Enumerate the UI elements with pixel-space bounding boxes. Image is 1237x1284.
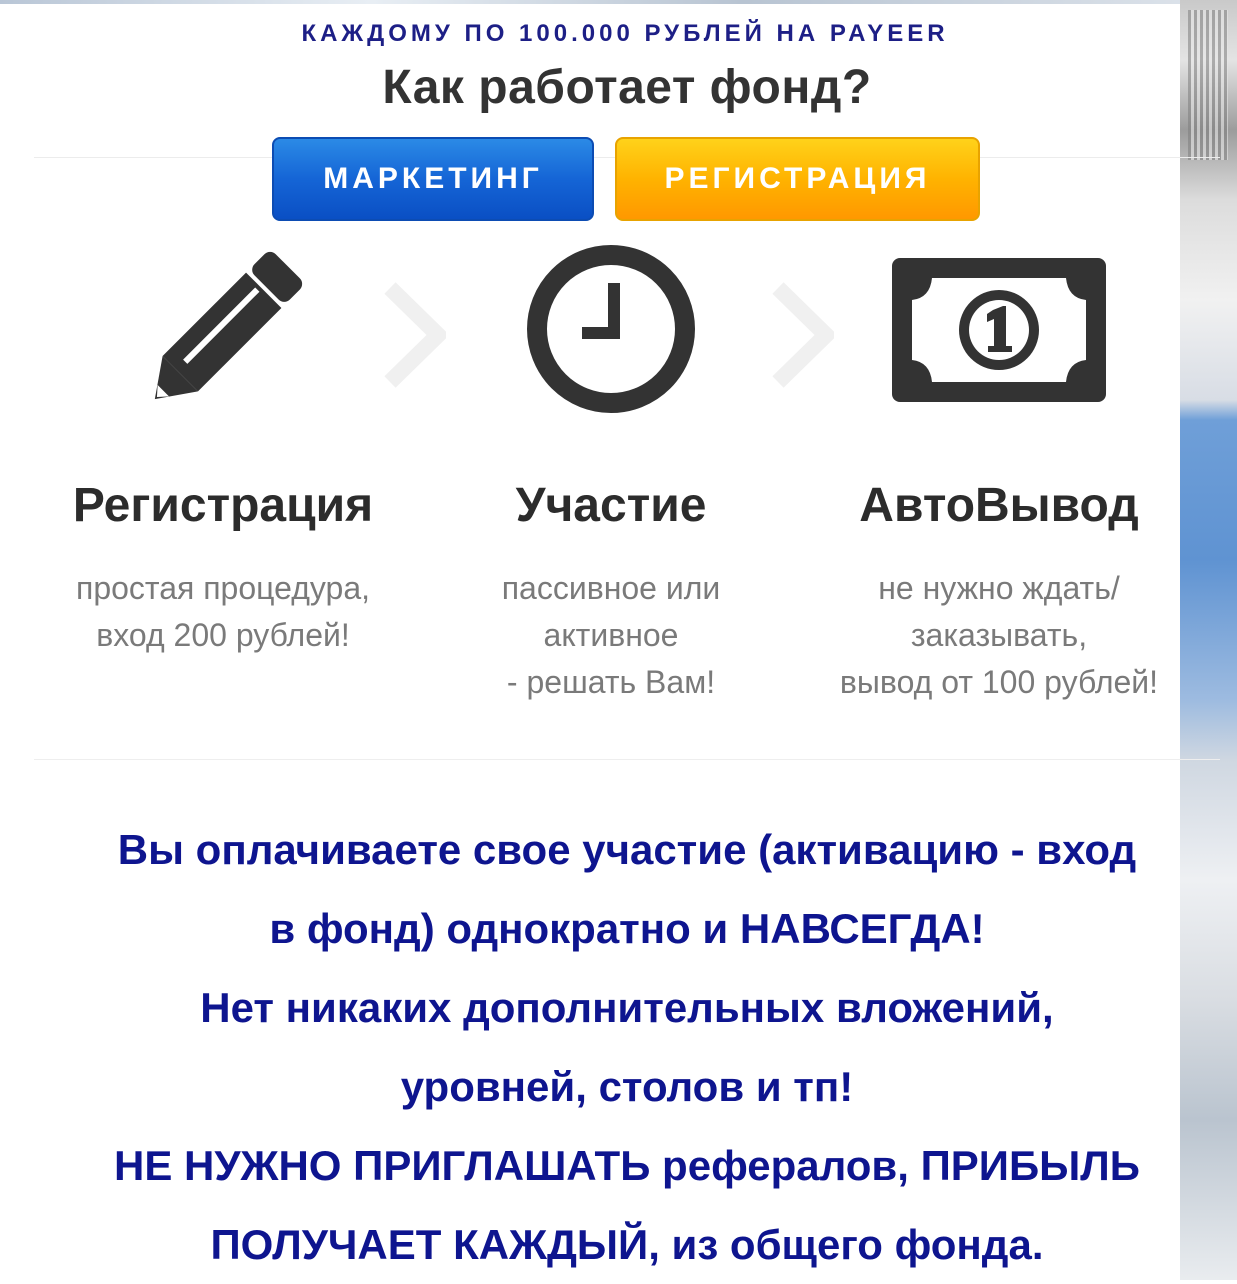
chevron-right-icon: [382, 280, 446, 390]
info-block: [0, 810, 1237, 1284]
step-description-line: активное: [543, 617, 679, 653]
chevron-right-icon: [770, 280, 834, 390]
info-line: НЕ НУЖНО ПРИГЛАШАТЬ рефералов, ПРИБЫЛЬ: [114, 1142, 1140, 1189]
step-description-line: простая процедура,: [75, 570, 370, 606]
step-title-participation: Участие: [515, 479, 707, 532]
step-title-registration: Регистрация: [72, 479, 374, 532]
register-button[interactable]: РЕГИСТРАЦИЯ: [615, 137, 980, 221]
step-title-autowithdraw: АвтоВывод: [859, 479, 1139, 532]
marketing-button[interactable]: МАРКЕТИНГ: [272, 137, 594, 221]
step-description-registration: [33, 565, 413, 659]
step-description-participation: [421, 565, 801, 706]
step-description-line: заказывать,: [910, 617, 1088, 653]
step-description-line: не нужно ждать/: [878, 570, 1120, 606]
info-line: ПОЛУЧАЕТ КАЖДЫЙ, из общего фонда.: [210, 1221, 1044, 1268]
banknote-icon: [892, 258, 1106, 402]
info-line: в фонд) однократно и НАВСЕГДА!: [269, 905, 985, 952]
step-description-line: - решать Вам!: [506, 664, 716, 700]
step-description-line: вход 200 рублей!: [96, 617, 350, 653]
info-line: уровней, столов и тп!: [400, 1063, 854, 1110]
info-line: Нет никаких дополнительных вложений,: [200, 984, 1054, 1031]
clock-icon: [525, 243, 697, 415]
step-description-line: пассивное или: [501, 570, 721, 606]
page-title: Как работает фонд?: [382, 61, 872, 114]
divider-middle: [34, 759, 1220, 760]
info-line: Вы оплачиваете свое участие (активацию - вход: [117, 826, 1137, 873]
pencil-icon: [135, 245, 310, 420]
tagline: КАЖДОМУ ПО 100.000 РУБЛЕЙ НА PAYEER: [301, 20, 949, 47]
step-description-line: вывод от 100 рублей!: [839, 664, 1159, 700]
step-description-autowithdraw: [809, 565, 1189, 706]
